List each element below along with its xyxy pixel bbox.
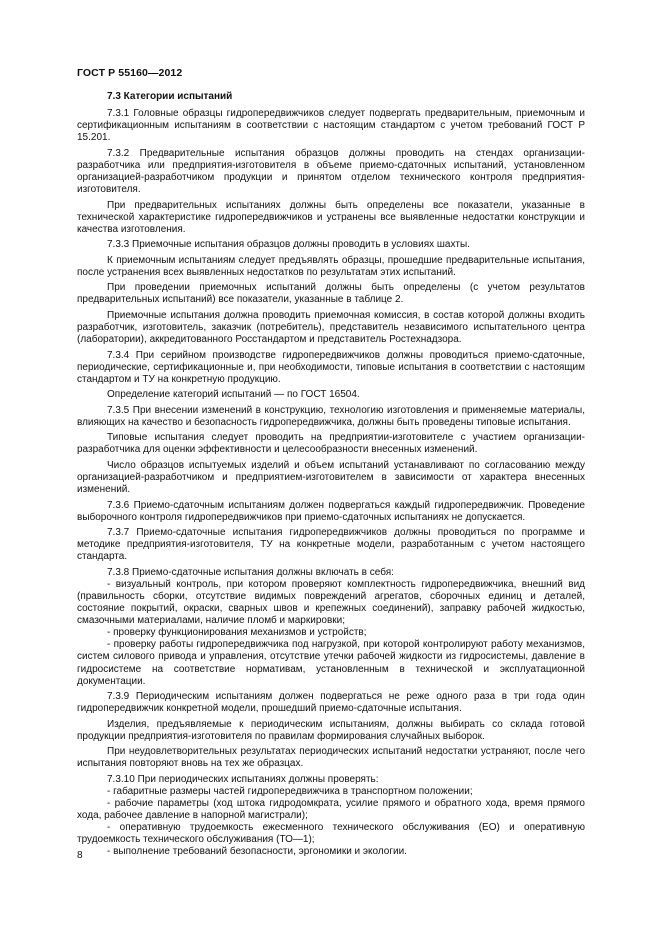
paragraph-7-3-8: 7.3.8 Приемо-сдаточные испытания должны включать в себя: xyxy=(107,566,394,578)
paragraph-7-3-10: 7.3.10 При периодических испытаниях должны проверять: xyxy=(107,773,379,785)
paragraph: При предварительных испытаниях должны быть определены все показатели, указанные в технической характеристике гидропередвижчиков и устранены все выявленные недостатки конструкции и качества изготовления. xyxy=(77,199,585,235)
paragraph-7-3-2: 7.3.2 Предварительные испытания образцов должны проводить на стендах организации-разработчика или предприятия-изготовителя в объеме приемо-сдаточных испытаний, установленном организацией-разработчиком продукции и принятом отделом технического контроля предприятия-изготовителя. xyxy=(77,147,585,196)
paragraph: При неудовлетворительных результатах периодических испытаний недостатки устраняют, после чего испытания повторяют вновь на тех же образцах. xyxy=(77,746,585,770)
paragraph: Определение категорий испытаний — по ГОСТ 16504. xyxy=(107,389,360,401)
paragraph-7-3-5: 7.3.5 При внесении изменений в конструкцию, технологию изготовления и применяемые материалы, влияющих на качество и безопасность гидропередвижчика, должны быть проведены типовые испытания. xyxy=(77,404,585,428)
list-item: - визуальный контроль, при котором проверяют комплектность гидропередвижчика, внешний вид (правильность сборки, отсутствие видимых повреждений агрегатов, сборочных единиц и деталей, состояние покрытий, окраски, сварных швов и крепежных соединений), заправку рабочей жидкостью, смазочными материалами, наличие пломб и маркировки; xyxy=(77,578,585,627)
section-title: 7.3 Категории испытаний xyxy=(107,91,233,102)
list-item: - выполнение требований безопасности, эргономики и экологии. xyxy=(107,846,407,858)
paragraph: Число образцов испытуемых изделий и объем испытаний устанавливают по согласованию между организацией-разработчиком и предприятием-изготовителем в зависимости от характера внесенных изменений. xyxy=(77,459,585,496)
page-number: 8 xyxy=(77,850,83,861)
paragraph-7-3-3: 7.3.3 Приемочные испытания образцов должны проводить в условиях шахты. xyxy=(107,239,470,251)
document-body xyxy=(77,91,585,858)
paragraph: Изделия, предъявляемые к периодическим испытаниям, должны выбирать со склада готовой продукции предприятия-изготовителя по правилам формирования случайных выборок. xyxy=(77,718,585,742)
list-item: - оперативную трудоемкость ежесменного технического обслуживания (ЕО) и оперативную трудоемкость технического обслуживания (ТО—1); xyxy=(77,822,585,846)
paragraph-7-3-1: 7.3.1 Головные образцы гидропередвижчиков следует подвергать предварительным, приемочным и сертификационным испытаниям в соответствии с настоящим стандартом с учетом требований ГОСТ Р 15.201. xyxy=(77,108,585,144)
list-item: - проверку функционирования механизмов и устройств; xyxy=(107,627,367,639)
paragraph: При проведении приемочных испытаний должны быть определены (с учетом результатов предварительных испытаний) все показатели, указанные в таблице 2. xyxy=(77,282,585,306)
paragraph-7-3-4: 7.3.4 При серийном производстве гидропередвижчиков должны проводиться приемо-сдаточные, периодические, сертификационные и, при необходимости, типовые испытания в соответствии с настоящим стандартом и ТУ на конкретную продукцию. xyxy=(77,349,585,385)
list-item: - рабочие параметры (ход штока гидродомкрата, усилие прямого и обратного хода, время прямого хода, рабочее давление в напорной магистрали); xyxy=(77,798,585,822)
paragraph-7-3-7: 7.3.7 Приемо-сдаточные испытания гидропередвижчиков должны проводиться по программе и методике предприятия-изготовителя, ТУ на конкретные модели, разработанным с учетом настоящего стандарта. xyxy=(77,527,585,563)
paragraph-7-3-6: 7.3.6 Приемо-сдаточным испытаниям должен подвергаться каждый гидропередвижчик. Проведение выборочного контроля гидропередвижчиков при приемо-сдаточных испытаниях не допускается. xyxy=(77,499,585,523)
paragraph: Приемочные испытания должна проводить приемочная комиссия, в состав которой должны входить разработчик, изготовитель, заказчик (потребитель), представитель независимого испытательного центра (лаборатории), аккредитованного Росстандартом и представитель Ростехнадзора. xyxy=(77,309,585,346)
paragraph-7-3-9: 7.3.9 Периодическим испытаниям должен подвергаться не реже одного раза в три года один гидропередвижчик конкретной модели, прошедший приемо-сдаточные испытания. xyxy=(77,691,585,715)
document-header: ГОСТ Р 55160—2012 xyxy=(77,67,183,79)
paragraph: К приемочным испытаниям следует предъявлять образцы, прошедшие предварительные испытания, после устранения всех выявленных недостатков по результатам этих испытаний. xyxy=(77,254,585,278)
paragraph: Типовые испытания следует проводить на предприятии-изготовителе с участием организации-разработчика для оценки эффективности и целесообразности внесенных изменений. xyxy=(77,432,585,456)
list-item: - габаритные размеры частей гидропередвижчика в транспортном положении; xyxy=(107,785,473,797)
list-item: - проверку работы гидропередвижчика под нагрузкой, при которой контролируют работу механизмов, систем силового привода и управления, отсутствие утечки рабочей жидкости из гидросистемы, давление в гидросистеме на соответствие нормативам, установленным в технической и эксплуатационной документации. xyxy=(77,639,585,687)
